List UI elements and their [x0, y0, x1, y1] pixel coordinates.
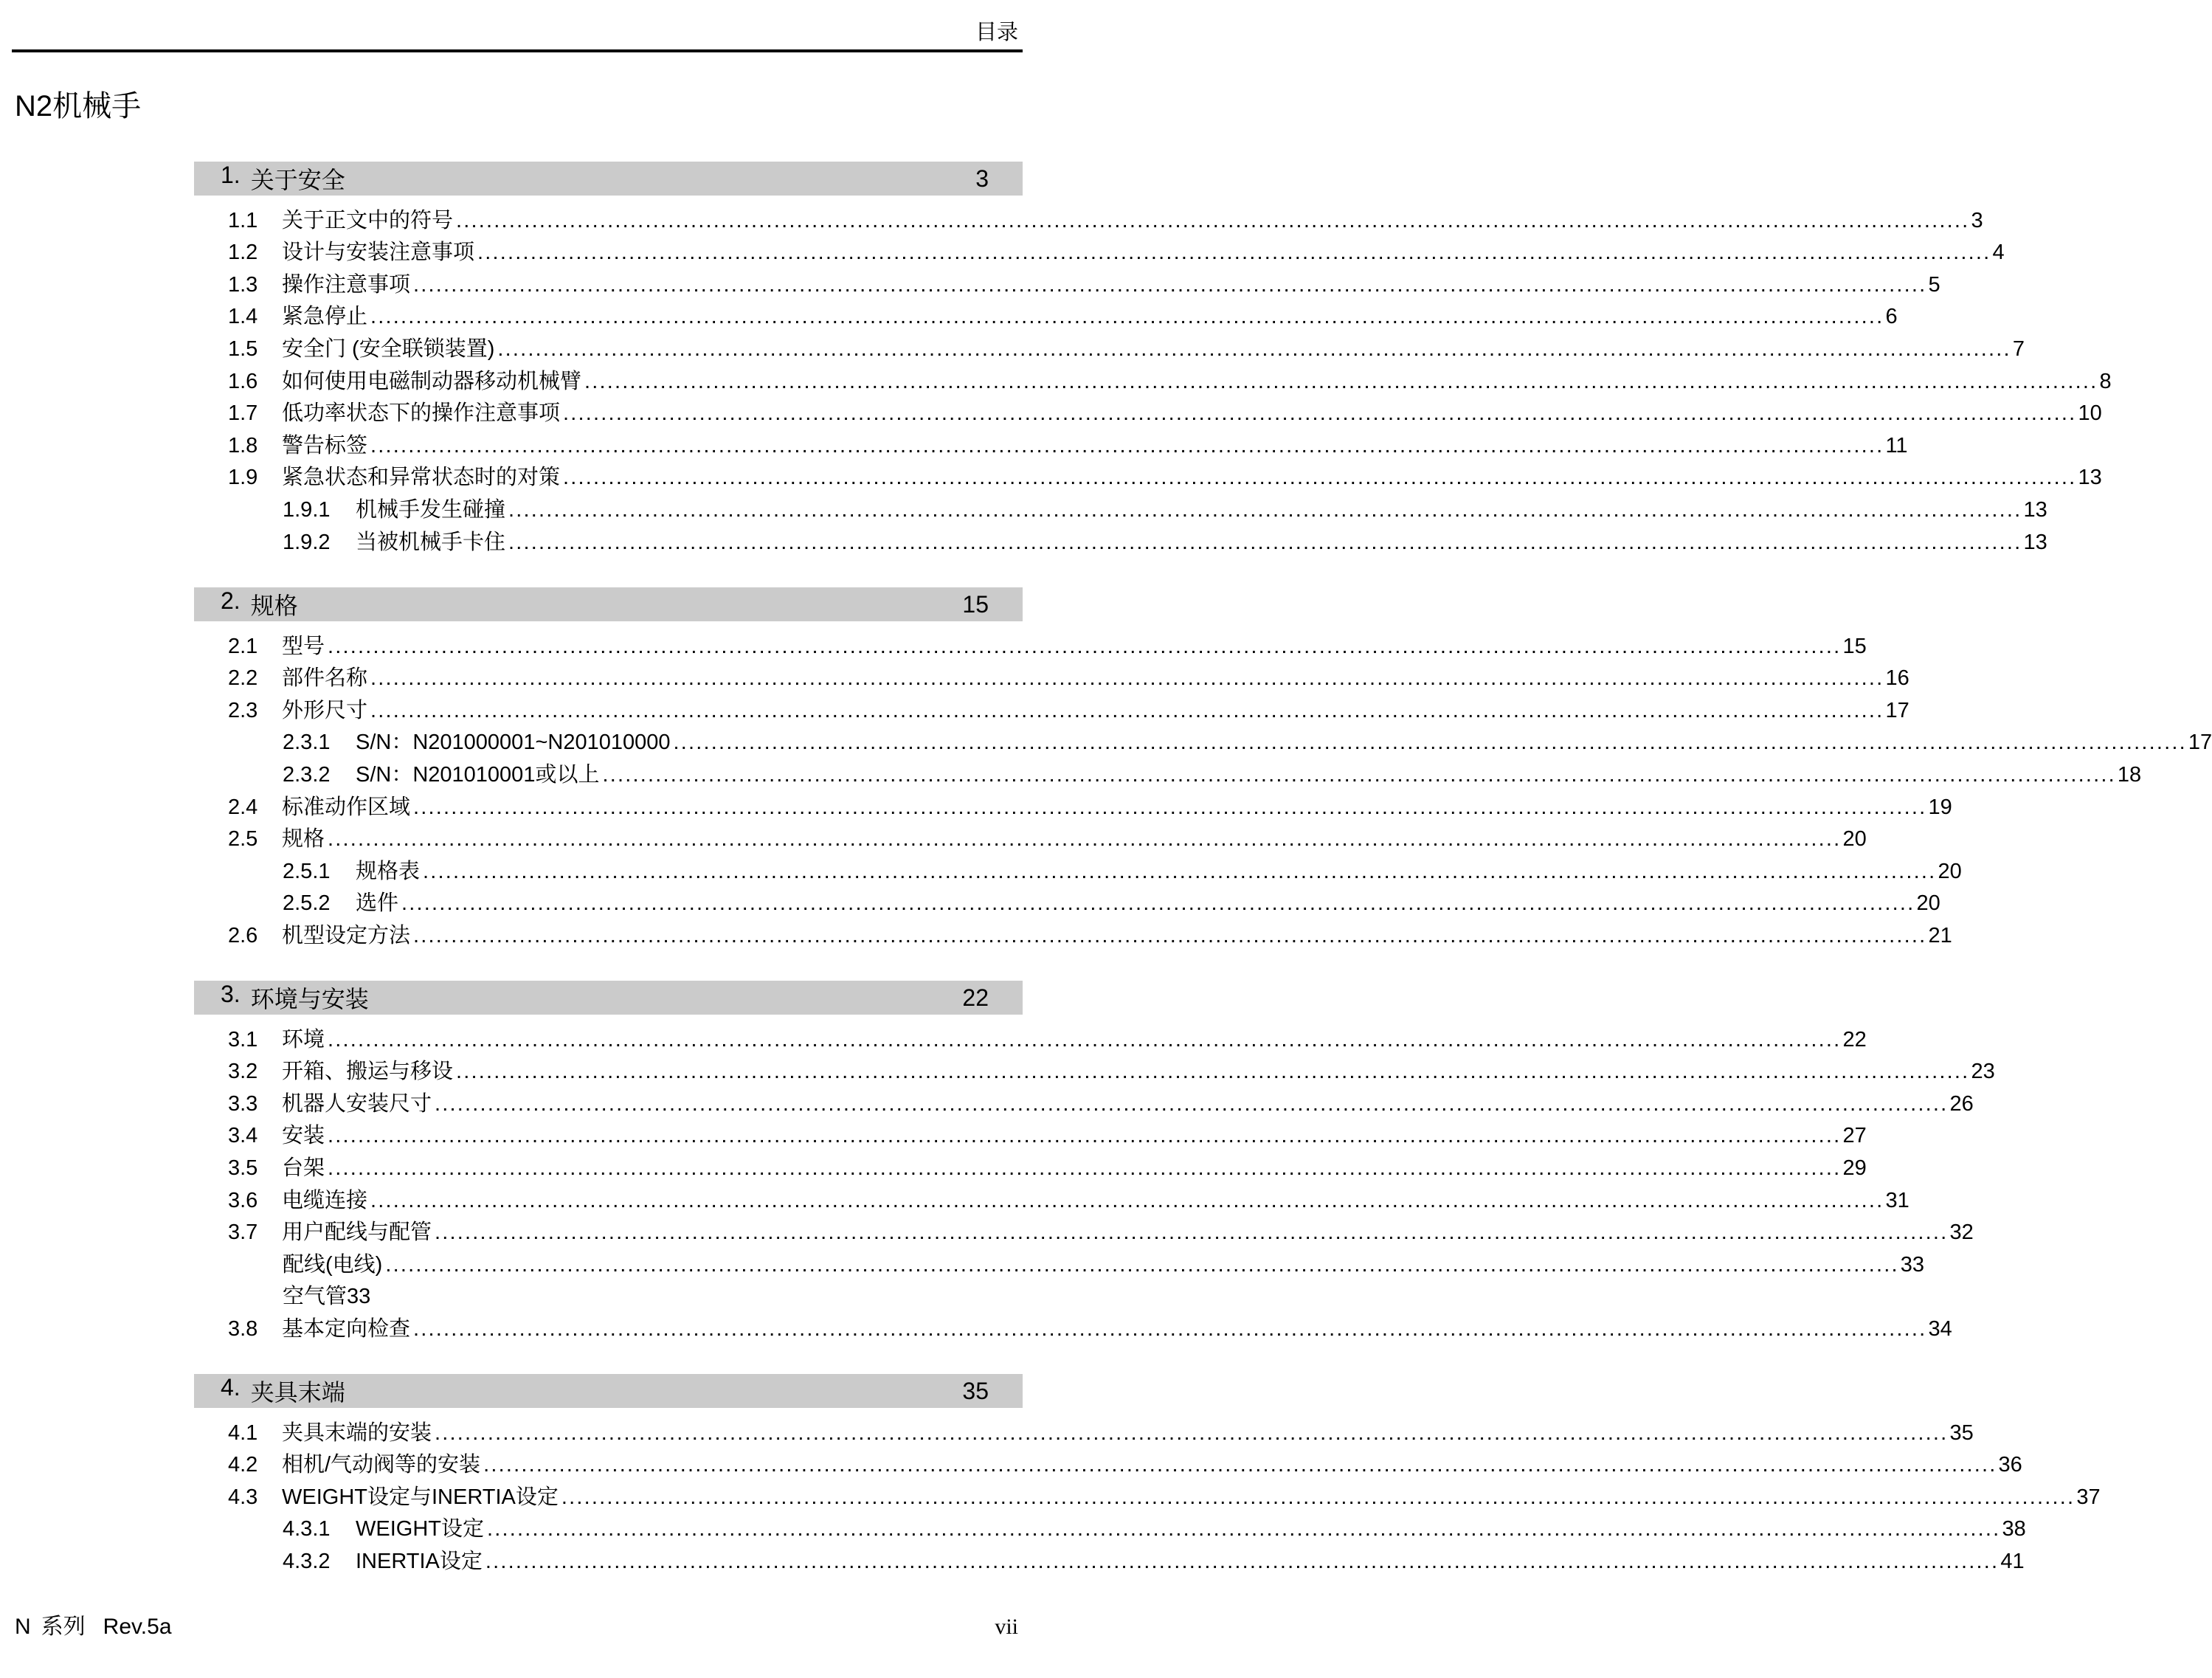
chapter-heading[interactable]: [194, 1374, 1023, 1408]
entry-title: 规格: [282, 827, 325, 852]
chapter-label: [221, 162, 345, 196]
entry-title: 操作注意事项: [282, 272, 411, 297]
toc-entry[interactable]: [194, 362, 2112, 395]
chapter-label: [221, 1374, 345, 1408]
header-rule: [12, 49, 1023, 52]
chapter-number: 2.: [221, 587, 241, 614]
toc-entry[interactable]: [194, 1149, 1867, 1181]
toc-entry[interactable]: [194, 852, 1962, 885]
chapter-label: [221, 587, 298, 621]
footer-left: [15, 1614, 172, 1640]
dot-leader: ........................................................................................................................................................................................................: [413, 272, 1927, 297]
toc-entry[interactable]: [194, 523, 2047, 556]
toc-entry[interactable]: [194, 916, 1952, 949]
dot-leader: ........................................................................................................................................................................................................: [413, 923, 1927, 947]
dot-leader: ........................................................................................................................................................................................................: [508, 530, 2022, 554]
chapter-heading[interactable]: [194, 162, 1023, 196]
entry-title: 安全门 (安全联锁装置): [282, 336, 495, 361]
toc-entry[interactable]: [194, 1542, 2025, 1575]
entry-page: 4: [1992, 241, 2005, 265]
toc-chapter: [194, 981, 1995, 1342]
dot-leader: ........................................................................................................................................................................................................: [328, 1027, 1842, 1052]
chapter-page: 22: [962, 984, 989, 1011]
toc-entry[interactable]: [194, 1246, 1925, 1278]
dot-leader: ........................................................................................................................................................................................................: [561, 1485, 2076, 1509]
dot-leader: ........................................................................................................................................................................................................: [385, 1252, 1899, 1277]
entry-page: 17: [2188, 731, 2212, 755]
dot-leader: ........................................................................................................................................................................................................: [328, 827, 1842, 852]
entry-page: 3: [1971, 208, 1983, 232]
entry-page: 23: [1971, 1060, 1995, 1084]
toc-entry[interactable]: [194, 1510, 2026, 1543]
entry-title: 机器人安装尺寸: [282, 1091, 432, 1116]
toc-entry[interactable]: [194, 1053, 1995, 1085]
entry-page: 15: [1842, 634, 1867, 658]
toc-entry-list: [194, 1408, 2101, 1575]
entry-title: 相机/气动阀等的安装: [282, 1453, 481, 1477]
toc-chapter: [194, 162, 2112, 556]
toc-entry[interactable]: [194, 1117, 1867, 1150]
entry-page: 20: [1916, 891, 1940, 916]
entry-page: 19: [1928, 795, 1952, 819]
entry-title: 外形尺寸: [282, 698, 368, 722]
toc-entry[interactable]: [194, 1085, 1974, 1117]
entry-page: 7: [2012, 336, 2025, 361]
entry-number: 1.8: [228, 433, 258, 458]
toc-entry[interactable]: [194, 691, 1909, 724]
entry-title: 当被机械手卡住: [356, 530, 506, 554]
toc-entry[interactable]: [194, 1310, 1952, 1342]
entry-page: 41: [2000, 1549, 2025, 1573]
dot-leader: ........................................................................................................................................................................................................: [435, 1091, 1949, 1116]
entry-title: 机型设定方法: [282, 923, 411, 947]
entry-page: 8: [2099, 369, 2112, 393]
footer-page-number: vii: [995, 1615, 1018, 1639]
entry-title: 空气管33: [283, 1285, 371, 1309]
chapter-title: 夹具末端: [250, 1379, 345, 1406]
entry-page: 13: [2023, 497, 2047, 522]
dot-leader: ........................................................................................................................................................................................................: [602, 762, 2116, 787]
chapter-number: 3.: [221, 981, 241, 1007]
entry-number: 1.2: [228, 241, 258, 265]
entry-number: 2.5.2: [283, 891, 331, 916]
entry-title: 紧急状态和异常状态时的对策: [282, 466, 561, 490]
dot-leader: ........................................................................................................................................................................................................: [485, 1549, 2000, 1573]
toc-entry[interactable]: [194, 1414, 1974, 1446]
entry-number: 1.5: [228, 336, 258, 361]
entry-page: 11: [1885, 433, 1908, 458]
entry-page: 27: [1842, 1124, 1867, 1148]
entry-number: 3.8: [228, 1316, 258, 1341]
entry-title: 配线(电线): [283, 1252, 383, 1277]
toc-entry[interactable]: [194, 724, 2212, 756]
toc-entry[interactable]: [194, 1278, 1023, 1311]
entry-title: INERTIA设定: [356, 1549, 483, 1573]
entry-number: 2.3: [228, 698, 258, 722]
entry-page: 32: [1949, 1220, 1974, 1245]
entry-page: 36: [1998, 1453, 2022, 1477]
entry-title: WEIGHT设定: [356, 1517, 484, 1541]
entry-title: 开箱、搬运与移设: [282, 1060, 454, 1084]
toc-entry-list: [194, 621, 2212, 949]
dot-leader: ........................................................................................................................................................................................................: [435, 1220, 1949, 1245]
dot-leader: ........................................................................................................................................................................................................: [423, 859, 1937, 883]
dot-leader: ........................................................................................................................................................................................................: [456, 1060, 1970, 1084]
dot-leader: ........................................................................................................................................................................................................: [497, 336, 2011, 361]
dot-leader: ........................................................................................................................................................................................................: [328, 1156, 1842, 1180]
dot-leader: ........................................................................................................................................................................................................: [401, 891, 1915, 916]
toc-entry[interactable]: [194, 821, 1867, 853]
entry-number: 1.7: [228, 401, 258, 426]
entry-number: 1.9: [228, 466, 258, 490]
chapter-title: 环境与安装: [250, 986, 369, 1012]
entry-page: 38: [2002, 1517, 2026, 1541]
entry-number: 1.9.2: [283, 530, 331, 554]
entry-number: 2.5.1: [283, 859, 331, 883]
running-head: 目录: [975, 21, 1018, 44]
entry-title: 机械手发生碰撞: [356, 497, 506, 522]
entry-number: 3.1: [228, 1027, 258, 1052]
entry-number: 3.6: [228, 1188, 258, 1212]
chapter-title: 规格: [250, 593, 298, 619]
entry-number: 4.3: [228, 1485, 258, 1509]
entry-title: 设计与安装注意事项: [282, 241, 475, 265]
entry-page: 10: [2078, 401, 2102, 426]
dot-leader: ........................................................................................................................................................................................................: [483, 1453, 1997, 1477]
entry-page: 29: [1842, 1156, 1867, 1180]
entry-title: 选件: [356, 891, 399, 916]
entry-title: 部件名称: [282, 666, 368, 691]
chapter-page: 3: [975, 165, 989, 192]
entry-title: 环境: [282, 1027, 325, 1052]
entry-page: 22: [1842, 1027, 1867, 1052]
chapter-heading[interactable]: [194, 587, 1023, 621]
entry-number: 2.3.2: [283, 762, 331, 787]
entry-page: 5: [1928, 272, 1940, 297]
toc-entry[interactable]: [194, 491, 2047, 523]
entry-page: 34: [1928, 1316, 1952, 1341]
entry-number: 2.4: [228, 795, 258, 819]
dot-leader: ........................................................................................................................................................................................................: [508, 497, 2022, 522]
dot-leader: ........................................................................................................................................................................................................: [477, 241, 1991, 265]
dot-leader: ........................................................................................................................................................................................................: [370, 666, 1884, 691]
dot-leader: ........................................................................................................................................................................................................: [370, 1188, 1884, 1212]
dot-leader: ........................................................................................................................................................................................................: [370, 698, 1884, 722]
entry-number: 2.6: [228, 923, 258, 947]
dot-leader: ........................................................................................................................................................................................................: [370, 433, 1884, 458]
entry-title: 如何使用电磁制动器移动机械臂: [282, 369, 582, 393]
entry-number: 3.5: [228, 1156, 258, 1180]
chapter-number: 4.: [221, 1374, 241, 1401]
dot-leader: ........................................................................................................................................................................................................: [413, 795, 1927, 819]
entry-page: 33: [1900, 1252, 1925, 1277]
dot-leader: ........................................................................................................................................................................................................: [673, 731, 2187, 755]
entry-title: 低功率状态下的操作注意事项: [282, 401, 561, 426]
entry-page: 17: [1885, 698, 1909, 722]
entry-number: 1.9.1: [283, 497, 331, 522]
toc-entry[interactable]: [194, 788, 1952, 821]
dot-leader: ........................................................................................................................................................................................................: [413, 1316, 1927, 1341]
entry-number: 3.2: [228, 1060, 258, 1084]
toc-chapter: [194, 587, 2212, 949]
footer-revision: Rev.5a: [103, 1615, 172, 1639]
entry-number: 1.4: [228, 305, 258, 329]
entry-page: 20: [1842, 827, 1867, 852]
entry-page: 13: [2023, 530, 2047, 554]
footer-series-prefix: N: [15, 1615, 31, 1639]
toc-entry[interactable]: [194, 756, 2142, 788]
entry-number: 3.3: [228, 1091, 258, 1116]
entry-number: 2.2: [228, 666, 258, 691]
entry-title: 安装: [282, 1124, 325, 1148]
entry-number: 3.7: [228, 1220, 258, 1245]
entry-number: 3.4: [228, 1124, 258, 1148]
toc-entry[interactable]: [194, 1181, 1909, 1214]
entry-number: 4.3.2: [283, 1549, 331, 1573]
entry-number: 2.3.1: [283, 731, 331, 755]
chapter-number: 1.: [221, 162, 241, 188]
entry-page: 18: [2117, 762, 2142, 787]
toc-entry[interactable]: [194, 201, 1983, 234]
chapter-label: [221, 981, 369, 1015]
entry-page: 16: [1885, 666, 1909, 691]
toc-entry[interactable]: [194, 1446, 2022, 1479]
entry-page: 13: [2078, 466, 2102, 490]
chapter-title: 关于安全: [250, 167, 345, 193]
dot-leader: ........................................................................................................................................................................................................: [370, 305, 1884, 329]
entry-title: 警告标签: [282, 433, 368, 458]
chapter-page: 15: [962, 590, 989, 618]
entry-title: 规格表: [356, 859, 421, 883]
dot-leader: ........................................................................................................................................................................................................: [328, 1124, 1842, 1148]
chapter-heading[interactable]: [194, 981, 1023, 1015]
toc-entry[interactable]: [194, 1021, 1867, 1053]
toc-entry-list: [194, 196, 2112, 556]
entry-number: 1.6: [228, 369, 258, 393]
entry-page: 21: [1928, 923, 1952, 947]
chapter-page: 35: [962, 1377, 989, 1404]
entry-title: 台架: [282, 1156, 325, 1180]
document-title: N2机械手: [15, 90, 142, 122]
entry-number: 4.2: [228, 1453, 258, 1477]
entry-page: 35: [1949, 1420, 1974, 1445]
entry-number: 1.1: [228, 208, 258, 232]
entry-title: 基本定向检查: [282, 1316, 411, 1341]
toc-entry[interactable]: [194, 266, 1940, 298]
toc-entry[interactable]: [194, 885, 1940, 917]
entry-page: 26: [1949, 1091, 1974, 1116]
dot-leader: ........................................................................................................................................................................................................: [563, 401, 2077, 426]
entry-title: 用户配线与配管: [282, 1220, 432, 1245]
toc-entry[interactable]: [194, 330, 2025, 362]
entry-title: 夹具末端的安装: [282, 1420, 432, 1445]
toc-entry[interactable]: [194, 1214, 1974, 1246]
entry-title: 紧急停止: [282, 305, 368, 329]
toc-entry[interactable]: [194, 459, 2102, 491]
dot-leader: ........................................................................................................................................................................................................: [435, 1420, 1949, 1445]
entry-title: 型号: [282, 634, 325, 658]
toc-entry[interactable]: [194, 627, 1867, 660]
entry-number: 2.1: [228, 634, 258, 658]
entry-title: WEIGHT设定与INERTIA设定: [282, 1485, 559, 1509]
entry-page: 6: [1885, 305, 1898, 329]
entry-title: 关于正文中的符号: [282, 208, 454, 232]
toc-entry[interactable]: [194, 660, 1909, 692]
entry-title: S/N：N201010001或以上: [356, 762, 600, 787]
entry-page: 37: [2076, 1485, 2101, 1509]
entry-title: 标准动作区域: [282, 795, 411, 819]
dot-leader: ........................................................................................................................................................................................................: [487, 1517, 2001, 1541]
toc-entry[interactable]: [194, 234, 2005, 266]
dot-leader: ........................................................................................................................................................................................................: [584, 369, 2098, 393]
dot-leader: ........................................................................................................................................................................................................: [456, 208, 1970, 232]
entry-title: 电缆连接: [282, 1188, 368, 1212]
toc-entry[interactable]: [194, 1478, 2101, 1510]
toc-entry-list: [194, 1015, 1995, 1342]
entry-number: 4.3.1: [283, 1517, 331, 1541]
toc-entry[interactable]: [194, 427, 1908, 459]
toc-chapter: [194, 1374, 2101, 1575]
entry-number: 1.3: [228, 272, 258, 297]
entry-page: 31: [1885, 1188, 1909, 1212]
toc-entry[interactable]: [194, 395, 2102, 427]
toc-entry[interactable]: [194, 298, 1898, 331]
entry-title: S/N：N201000001~N201010000: [356, 731, 671, 755]
dot-leader: ........................................................................................................................................................................................................: [563, 466, 2077, 490]
dot-leader: ........................................................................................................................................................................................................: [328, 634, 1842, 658]
entry-number: 2.5: [228, 827, 258, 852]
entry-number: 4.1: [228, 1420, 258, 1445]
entry-page: 20: [1938, 859, 1962, 883]
footer-series-label: 系列: [41, 1615, 86, 1639]
